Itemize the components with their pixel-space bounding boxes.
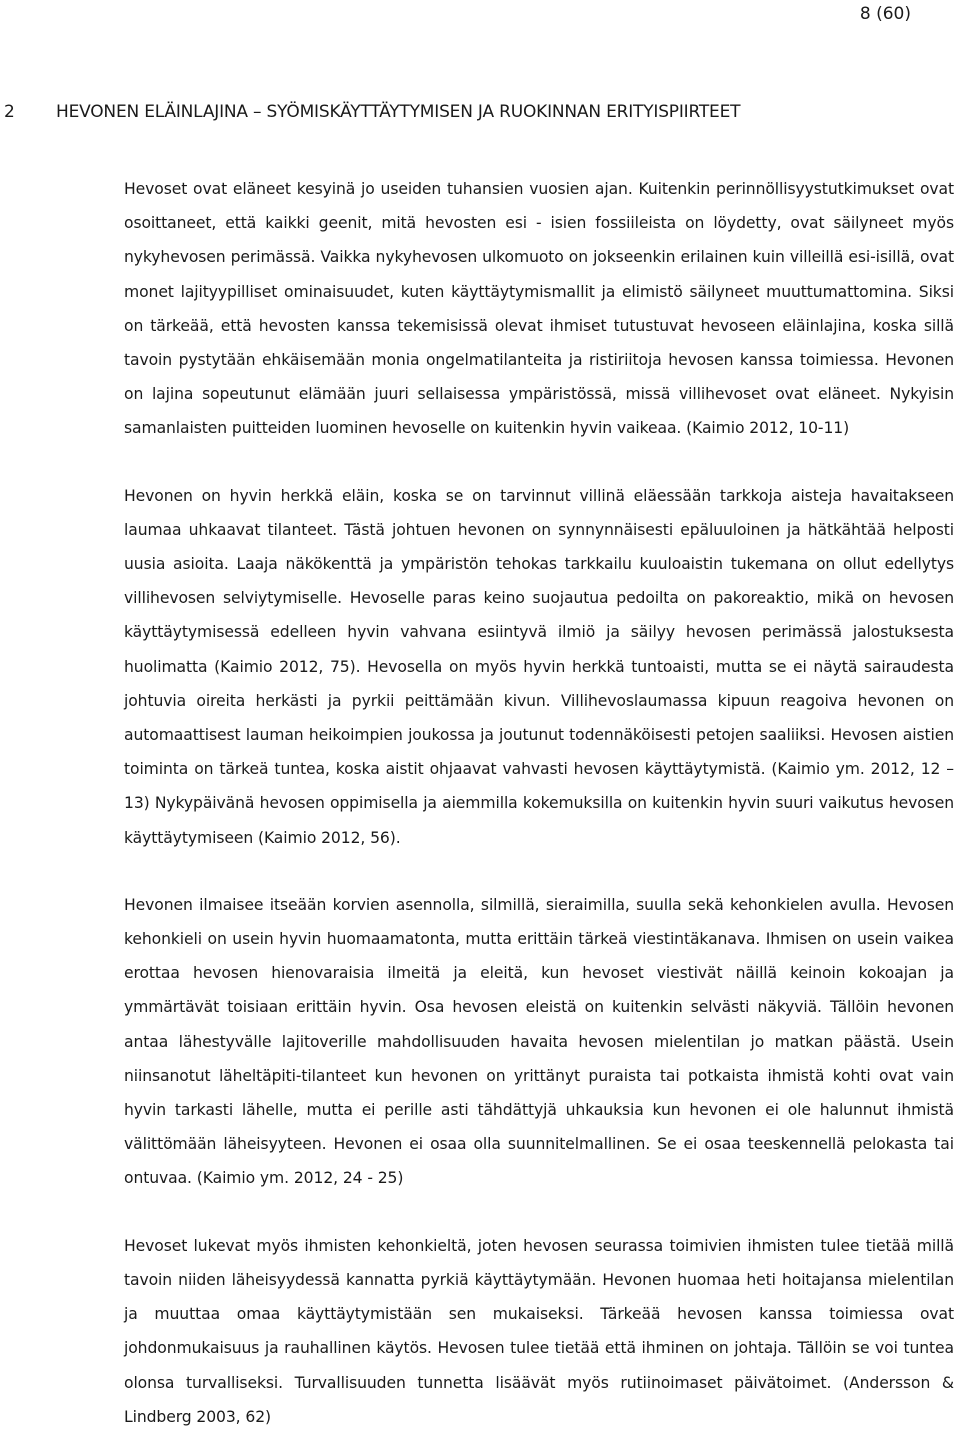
- paragraph-1: Hevoset ovat eläneet kesyinä jo useiden tuhansien vuosien ajan. Kuitenkin perinnöllisyystutkimukset ovat osoittaneet, että kaikki geenit, mitä hevosten esi - isien fossiileista on löydetty, ovat säilyneet myös nykyhevosen perimässä. Vaikka nykyhevosen ulkomuoto on jokseenkin erilainen kuin villeillä esi-isillä, ovat monet lajityypilliset ominaisuudet, kuten käyttäytymismallit ja elimistö säilyneet muuttumattomina. Siksi on tärkeää, että hevosten kanssa tekemisissä olevat ihmiset tutustuvat hevoseen eläinlajina, koska sillä tavoin pystytään ehkäisemään monia ongelmatilanteita ja ristiriitoja hevosen kanssa toimiessa. Hevonen on lajina sopeutunut elämään juuri sellaisessa ympäristössä, missä villihevoset ovat eläneet. Nykyisin samanlaisten puitteiden luominen hevoselle on kuitenkin hyvin vaikeaa. (Kaimio 2012, 10-11): [124, 180, 954, 438]
- section-heading: [4, 100, 930, 124]
- section-title: HEVONEN ELÄINLAJINA – SYÖMISKÄYTTÄYTYMISEN JA RUOKINNAN ERITYISPIIRTEET: [56, 102, 741, 122]
- paragraph-3: Hevonen ilmaisee itseään korvien asennolla, silmillä, sieraimilla, suulla sekä kehonkielen avulla. Hevosen kehonkieli on usein hyvin huomaamatonta, mutta erittäin tärkeä viestintäkanava. Ihmisen on usein vaikea erottaa hevosen hienovaraisia ilmeitä ja eleitä, kun hevoset viestivät näillä keinoin kokoajan ja ymmärtävät toisiaan erittäin hyvin. Osa hevosen eleistä on kuitenkin selvästi näkyviä. Tällöin hevonen antaa lähestyvälle lajitoverille mahdollisuuden havaita hevosen mielentilan jo matkan päästä. Usein niinsanotut läheltäpiti-tilanteet kun hevonen on yrittänyt puraista tai potkaista ihmistä kohti ovat vain hyvin tarkasti lähelle, mutta ei perille asti tähdättyjä uhkauksia kun hevonen ei ole halunnut ihmistä välittömään läheisyyteen. Hevonen ei osaa olla suunnitelmallinen. Se ei osaa teeskennellä pelokasta tai ontuvaa. (Kaimio ym. 2012, 24 - 25): [124, 895, 954, 1188]
- section-number: 2: [4, 102, 15, 122]
- paragraph-4: Hevoset lukevat myös ihmisten kehonkieltä, joten hevosen seurassa toimivien ihmisten tulee tietää millä tavoin niiden läheisyydessä kannatta pyrkiä käyttäytymään. Hevonen huomaa heti hoitajansa mielentilan ja muuttaa omaa käyttäytymistään sen mukaiseksi. Tärkeää hevosen kanssa toimiessa ovat johdonmukaisuus ja rauhallinen käytös. Hevosen tulee tietää että ihminen on johtaja. Tällöin se voi tuntea olonsa turvalliseksi. Turvallisuuden tunnetta lisäävät myös rutiinoimaset päivätoimet. (Andersson & Lindberg 2003, 62): [124, 1236, 954, 1426]
- page-number: 8 (60): [859, 4, 911, 24]
- body-text: [124, 172, 954, 1434]
- paragraph-2: Hevonen on hyvin herkkä eläin, koska se on tarvinnut villinä eläessään tarkkoja aisteja havaitakseen laumaa uhkaavat tilanteet. Tästä johtuen hevonen on synnynnäisesti epäluuloinen ja hätkähtää helposti uusia asioita. Laaja näkökenttä ja ympäristön tehokas tarkkailu kuuloaistin tukemana on ollut edellytys villihevosen selviytymiselle. Hevoselle paras keino suojautua pedoilta on pakoreaktio, mikä on hevosen käyttäytymisessä edelleen hyvin vahvana esiintyvä ilmiö ja säilyy hevosen perimässä jalostuksesta huolimatta (Kaimio 2012, 75). Hevosella on myös hyvin herkkä tuntoaisti, mutta se ei näytä sairaudesta johtuvia oireita herkästi ja pyrkii peittämään kivun. Villihevoslaumassa kipuun reagoiva hevonen on automaattisest lauman heikoimpien joukossa ja joutunut todennäköisesti petojen saaliiksi. Hevosen aistien toiminta on tärkeä tuntea, koska aistit ohjaavat vahvasti hevosen käyttäytymistä. (Kaimio ym. 2012, 12 – 13) Nykypäivänä hevosen oppimisella ja aiemmilla kokemuksilla on kuitenkin hyvin suuri vaikutus hevosen käyttäytymiseen (Kaimio 2012, 56).: [124, 486, 954, 847]
